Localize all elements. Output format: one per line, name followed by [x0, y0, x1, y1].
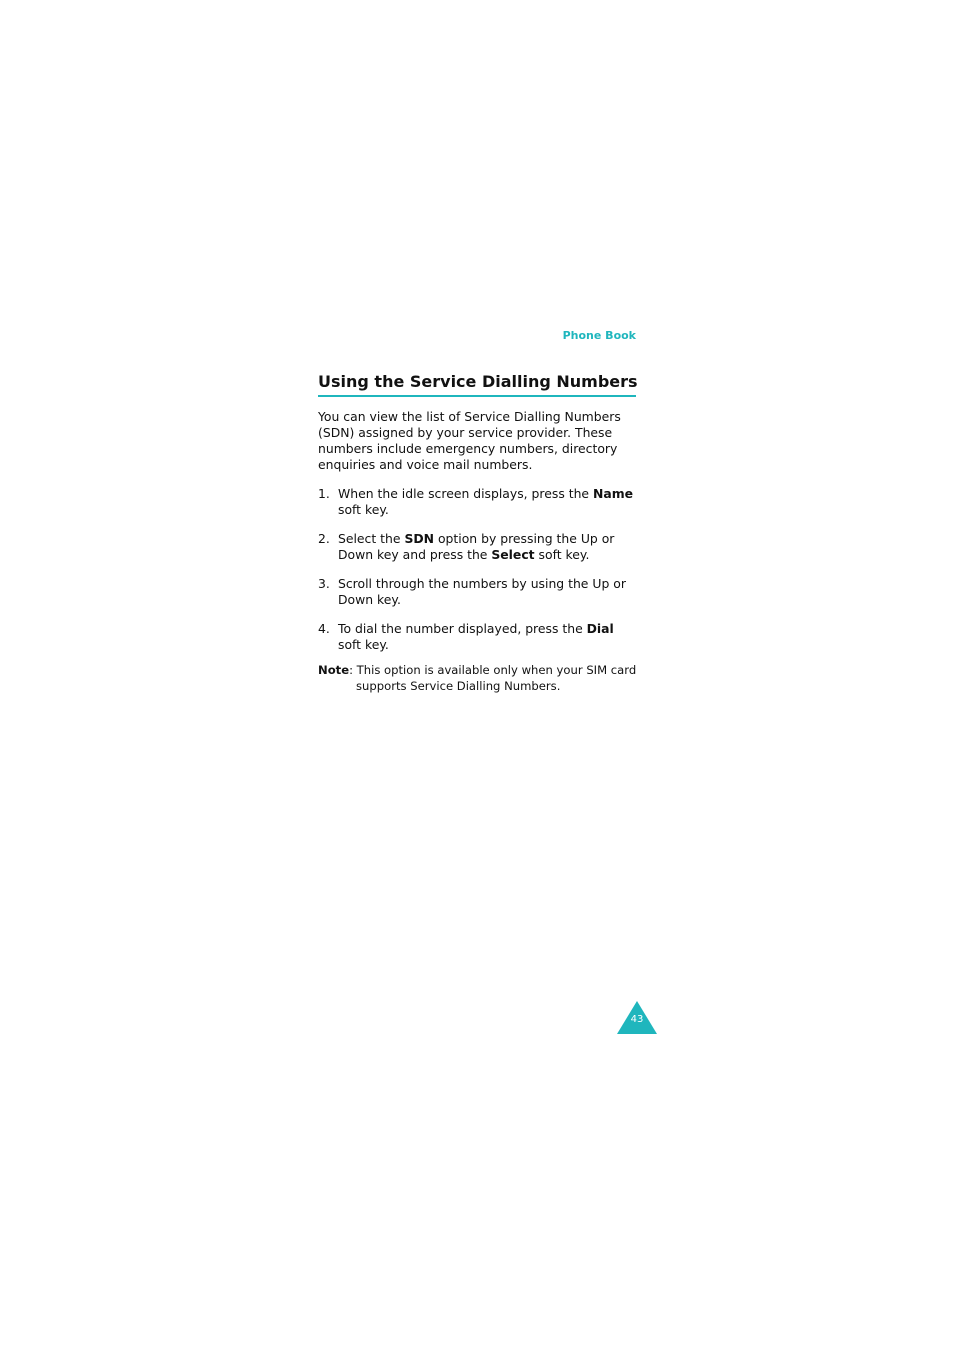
step-text: Scroll through the numbers by using the Up or Down key.	[338, 576, 626, 607]
step-text: soft key.	[534, 547, 590, 562]
page-number: 43	[630, 1014, 644, 1025]
title-underline	[318, 395, 636, 397]
note-line-1: This option is available only when your SIM card	[356, 663, 637, 677]
list-item	[318, 486, 638, 518]
step-number: 2.	[318, 531, 330, 546]
page-title: Using the Service Dialling Numbers	[318, 372, 638, 391]
list-item	[318, 531, 638, 563]
step-text: Select the	[338, 531, 405, 546]
note-line-2: supports Service Dialling Numbers.	[356, 679, 561, 693]
step-keyword: SDN	[404, 531, 435, 546]
step-text: soft key.	[338, 637, 389, 652]
step-text: option by pressing the Up or Down key and press the	[338, 531, 615, 562]
step-text: soft key.	[338, 502, 389, 517]
steps-list	[318, 486, 638, 666]
step-number: 1.	[318, 486, 330, 501]
note-separator: :	[349, 663, 357, 677]
step-text: To dial the number displayed, press the	[338, 621, 587, 636]
note-label: Note	[318, 663, 350, 677]
list-item	[318, 621, 638, 653]
step-text: When the idle screen displays, press the	[338, 486, 593, 501]
step-keyword: Name	[593, 486, 634, 501]
section-header: Phone Book	[562, 329, 636, 342]
step-keyword: Dial	[586, 621, 614, 636]
step-number: 3.	[318, 576, 330, 591]
step-number: 4.	[318, 621, 330, 636]
note	[318, 662, 638, 694]
step-keyword: Select	[491, 547, 535, 562]
list-item	[318, 576, 638, 608]
page-number-badge	[617, 1001, 657, 1034]
intro-paragraph: You can view the list of Service Dialling Numbers (SDN) assigned by your service provider. These numbers include emergency numbers, directory enquiries and voice mail numbers.	[318, 409, 621, 472]
